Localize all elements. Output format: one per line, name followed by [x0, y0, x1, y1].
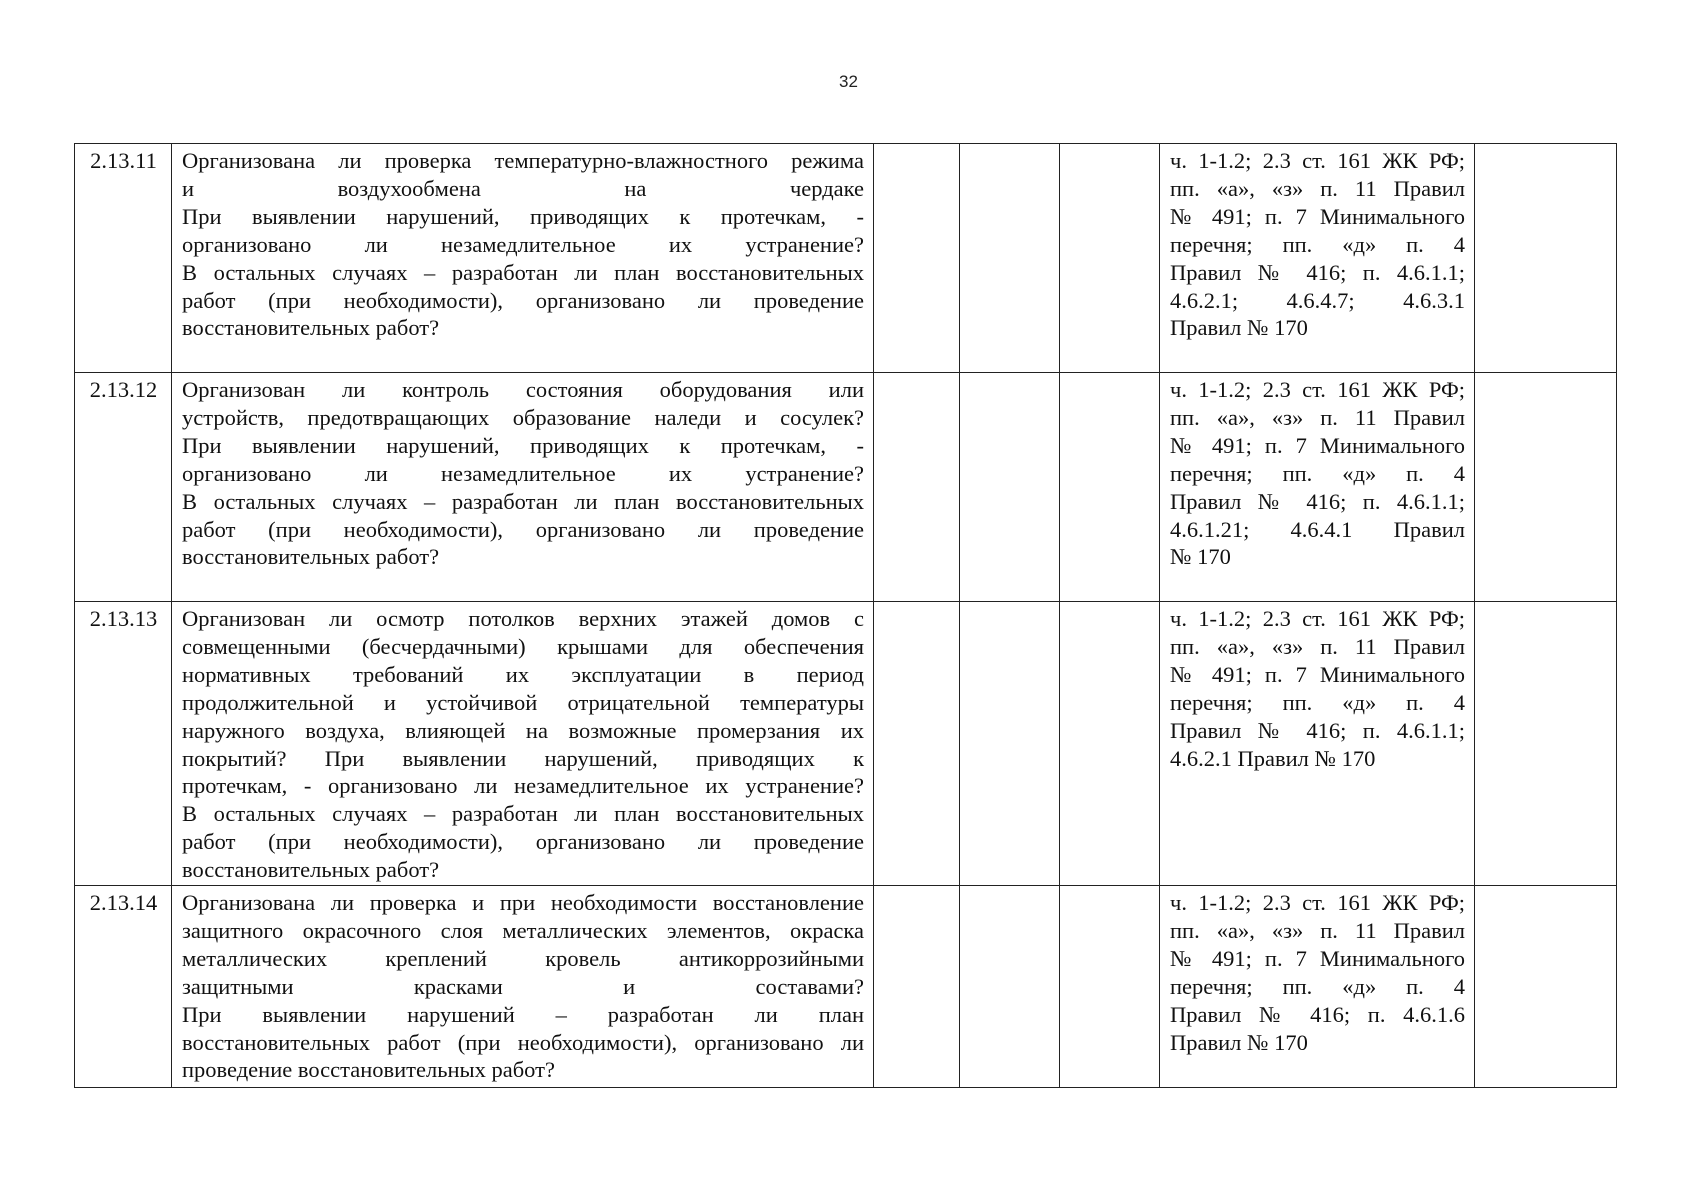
answer-yes-cell: [874, 886, 960, 1088]
reference-line: № 491; п. 7 Минимального: [1170, 203, 1465, 229]
question-line: При выявлении нарушений – разработан ли план: [182, 1001, 864, 1027]
reference-line: № 170: [1170, 544, 1231, 570]
checklist-table: [74, 143, 1617, 1088]
notes-cell: [1475, 373, 1617, 602]
answer-no-cell: [960, 373, 1060, 602]
question-line: В остальных случаях – разработан ли план восстановительных: [182, 488, 864, 514]
answer-yes-cell: [874, 373, 960, 602]
reference-line: ч. 1-1.2; 2.3 ст. 161 ЖК РФ;: [1170, 606, 1465, 631]
reference-line: перечня; пп. «д» п. 4: [1170, 460, 1465, 486]
question-line: восстановительных работ?: [182, 544, 440, 570]
reference-line: № 491; п. 7 Минимального: [1170, 945, 1465, 971]
answer-na-cell: [1060, 144, 1160, 373]
question-line: восстановительных работ?: [182, 857, 440, 883]
question-line: организовано ли незамедлительное их устранение?: [182, 231, 864, 257]
reference-line: Правил № 416; п. 4.6.1.1;: [1170, 259, 1465, 285]
answer-na-cell: [1060, 602, 1160, 886]
table-row: [75, 144, 1617, 373]
table-row: [75, 886, 1617, 1088]
question-line: проведение восстановительных работ?: [182, 1057, 555, 1083]
question-cell: [172, 144, 874, 373]
reference-line: ч. 1-1.2; 2.3 ст. 161 ЖК РФ;: [1170, 377, 1465, 402]
answer-no-cell: [960, 886, 1060, 1088]
reference-line: 4.6.2.1 Правил № 170: [1170, 745, 1376, 771]
table-row: [75, 602, 1617, 886]
table-row: [75, 373, 1617, 602]
question-line: устройств, предотвращающих образование наледи и сосулек?: [182, 404, 864, 430]
answer-na-cell: [1060, 886, 1160, 1088]
question-line: совмещенными (бесчердачными) крышами для обеспечения: [182, 633, 864, 659]
reference-line: 4.6.1.21; 4.6.4.1 Правил: [1170, 516, 1465, 542]
answer-yes-cell: [874, 144, 960, 373]
answer-yes-cell: [874, 602, 960, 886]
question-line: Организован ли осмотр потолков верхних этажей домов с: [182, 606, 864, 631]
reference-line: Правил № 416; п. 4.6.1.1;: [1170, 717, 1465, 743]
reference-line: пп. «а», «з» п. 11 Правил: [1170, 917, 1465, 943]
reference-line: ч. 1-1.2; 2.3 ст. 161 ЖК РФ;: [1170, 890, 1465, 915]
reference-line: Правил № 170: [1170, 1029, 1308, 1055]
page-number: 32: [839, 72, 858, 91]
notes-cell: [1475, 602, 1617, 886]
question-line: нормативных требований их эксплуатации в период: [182, 661, 864, 687]
question-line: защитными красками и составами?: [182, 973, 864, 999]
legal-reference-cell: [1160, 144, 1475, 373]
reference-line: Правил № 170: [1170, 315, 1308, 341]
answer-no-cell: [960, 602, 1060, 886]
reference-line: пп. «а», «з» п. 11 Правил: [1170, 175, 1465, 201]
notes-cell: [1475, 886, 1617, 1088]
question-line: работ (при необходимости), организовано ли проведение: [182, 516, 864, 542]
question-line: продолжительной и устойчивой отрицательной температуры: [182, 689, 864, 715]
question-line: наружного воздуха, влияющей на возможные промерзания их: [182, 717, 864, 743]
question-line: Организован ли контроль состояния оборудования или: [182, 377, 864, 402]
reference-line: № 491; п. 7 Минимального: [1170, 432, 1465, 458]
item-number: 2.13.11: [75, 144, 172, 373]
reference-line: перечня; пп. «д» п. 4: [1170, 689, 1465, 715]
reference-line: ч. 1-1.2; 2.3 ст. 161 ЖК РФ;: [1170, 148, 1465, 173]
reference-line: пп. «а», «з» п. 11 Правил: [1170, 633, 1465, 659]
question-line: При выявлении нарушений, приводящих к протечкам, -: [182, 432, 864, 458]
question-line: металлических креплений кровель антикоррозийными: [182, 945, 864, 971]
question-line: В остальных случаях – разработан ли план восстановительных: [182, 259, 864, 285]
reference-line: перечня; пп. «д» п. 4: [1170, 231, 1465, 257]
question-line: В остальных случаях – разработан ли план восстановительных: [182, 801, 864, 827]
question-line: Организована ли проверка и при необходимости восстановление: [182, 890, 864, 915]
legal-reference-cell: [1160, 886, 1475, 1088]
legal-reference-cell: [1160, 373, 1475, 602]
item-number: 2.13.12: [75, 373, 172, 602]
question-line: работ (при необходимости), организовано ли проведение: [182, 829, 864, 855]
question-line: восстановительных работ (при необходимости), организовано ли: [182, 1029, 864, 1055]
question-cell: [172, 886, 874, 1088]
question-line: и воздухообмена на чердаке: [182, 175, 864, 201]
question-line: работ (при необходимости), организовано ли проведение: [182, 287, 864, 313]
question-cell: [172, 602, 874, 886]
question-line: Организована ли проверка температурно-влажностного режима: [182, 148, 864, 173]
answer-no-cell: [960, 144, 1060, 373]
answer-na-cell: [1060, 373, 1160, 602]
question-line: восстановительных работ?: [182, 315, 440, 341]
legal-reference-cell: [1160, 602, 1475, 886]
question-line: организовано ли незамедлительное их устранение?: [182, 460, 864, 486]
item-number: 2.13.13: [75, 602, 172, 886]
reference-line: перечня; пп. «д» п. 4: [1170, 973, 1465, 999]
question-line: При выявлении нарушений, приводящих к протечкам, -: [182, 203, 864, 229]
reference-line: № 491; п. 7 Минимального: [1170, 661, 1465, 687]
question-line: защитного окрасочного слоя металлических элементов, окраска: [182, 917, 864, 943]
reference-line: 4.6.2.1; 4.6.4.7; 4.6.3.1: [1170, 287, 1465, 313]
notes-cell: [1475, 144, 1617, 373]
reference-line: Правил № 416; п. 4.6.1.6: [1170, 1001, 1465, 1027]
table-body: [75, 144, 1617, 1088]
reference-line: пп. «а», «з» п. 11 Правил: [1170, 404, 1465, 430]
reference-line: Правил № 416; п. 4.6.1.1;: [1170, 488, 1465, 514]
question-line: покрытий? При выявлении нарушений, приводящих к: [182, 745, 864, 771]
item-number: 2.13.14: [75, 886, 172, 1088]
question-cell: [172, 373, 874, 602]
question-line: протечкам, - организовано ли незамедлительное их устранение?: [182, 773, 864, 799]
